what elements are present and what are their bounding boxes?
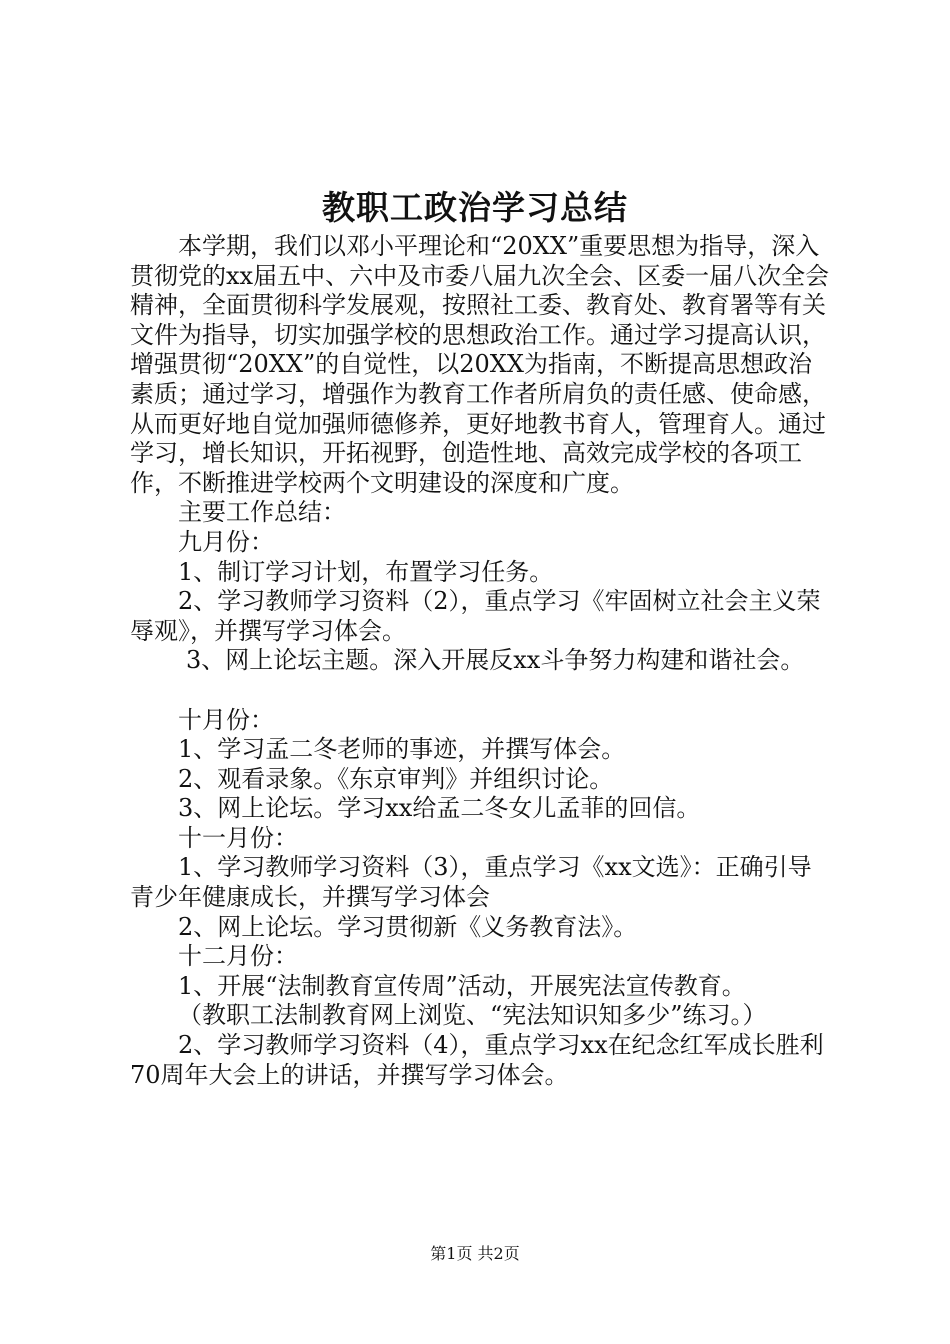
list-item: 1、制订学习计划，布置学习任务。 [178, 557, 554, 586]
document-body [130, 232, 830, 1090]
month-heading-october: 十月份： [178, 705, 274, 734]
list-item: 2、学习教师学习资料（2），重点学习《牢固树立社会主义荣辱观》，并撰写学习体会。 [130, 587, 821, 645]
list-item: 1、开展“法制教育宣传周”活动，开展宪法宣传教育。 [178, 971, 746, 1000]
list-item: 2、学习教师学习资料（4），重点学习xx在纪念红军成长胜利70周年大会上的讲话，并撰写学习体会。 [130, 1031, 824, 1089]
intro-paragraph: 本学期，我们以邓小平理论和“20XX”重要思想为指导，深入贯彻党的xx届五中、六中及市委八届九次全会、区委一届八次全会精神，全面贯彻科学发展观，按照社工委、教育处、教育署等有关文件为指导，切实加强学校的思想政治工作。通过学习提高认识，增强贯彻“20XX”的自觉性，以20XX为指南，不断提高思想政治素质；通过学习，增强作为教育工作者所肩负的责任感、使命感，从而更好地自觉加强师德修养，更好地教书育人，管理育人。通过学习，增长知识，开拓视野，创造性地、高效完成学校的各项工作，不断推进学校两个文明建设的深度和广度。 [130, 232, 830, 497]
summary-heading: 主要工作总结： [178, 498, 346, 527]
list-item: 2、网上论坛。学习贯彻新《义务教育法》。 [178, 912, 638, 941]
blank-line [130, 676, 830, 706]
list-item: 3、网上论坛。学习xx给孟二冬女儿孟菲的回信。 [178, 794, 701, 823]
list-item: 1、学习孟二冬老师的事迹，并撰写体会。 [178, 735, 626, 764]
list-item: （教职工法制教育网上浏览、“宪法知识知多少”练习。） [178, 1001, 767, 1030]
month-heading-november: 十一月份： [178, 823, 298, 852]
page-number: 第1页 共2页 [430, 1244, 520, 1263]
list-item: 1、学习教师学习资料（3），重点学习《xx文选》：正确引导青少年健康成长，并撰写学习体会 [130, 853, 812, 912]
list-item: 3、网上论坛主题。深入开展反xx斗争努力构建和谐社会。 [186, 646, 805, 675]
list-item: 2、观看录象。《东京审判》并组织讨论。 [178, 764, 614, 793]
month-heading-december: 十二月份： [178, 942, 298, 971]
document-title: 教职工政治学习总结 [322, 188, 628, 227]
month-heading-september: 九月份： [178, 527, 274, 556]
